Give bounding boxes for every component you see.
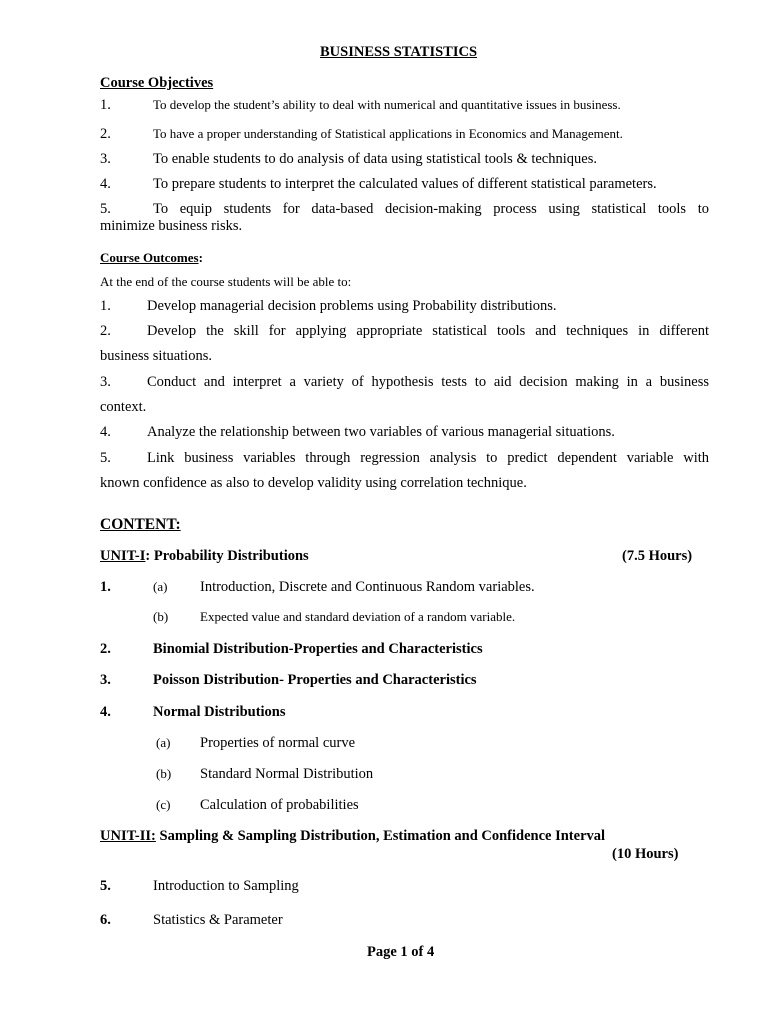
subtopic-text: Calculation of probabilities [200,797,359,813]
outcome-number: 4. [100,424,111,440]
outcome-number: 5. [100,450,111,466]
outcomes-heading [100,251,203,266]
objective-text: To have a proper understanding of Statistical applications in Economics and Management. [153,126,623,141]
outcome-number: 3. [100,374,111,390]
topic-number: 3. [100,672,111,688]
outcome-text: Develop managerial decision problems using Probability distributions. [147,298,557,314]
unit1-label: UNIT-I [100,548,146,564]
outcome-text-line1: Develop the skill for applying appropriate statistical tools and techniques in different [147,323,709,339]
objective-text: To enable students to do analysis of data using statistical tools & techniques. [153,151,597,167]
objective-number: 4. [100,176,111,192]
subtopic-mark: (b) [156,766,172,781]
objectives-heading: Course Objectives [100,75,214,91]
subtopic-mark: (b) [153,609,169,624]
outcome-number: 2. [100,323,111,339]
unit2-title: Sampling & Sampling Distribution, Estimation and Confidence Interval [155,828,606,844]
subtopic-mark: (a) [156,735,171,750]
unit2-label: UNIT-II: [100,828,156,844]
objective-text-line2: minimize business risks. [100,218,243,234]
outcome-text-line1: Conduct and interpret a variety of hypothesis tests to aid decision making in a business [147,374,709,390]
subtopic-text: Standard Normal Distribution [200,766,374,782]
objective-text-line1: To equip students for data-based decision-making process using statistical tools to [153,201,709,217]
unit2-heading [100,828,605,845]
outcome-number: 1. [100,298,111,314]
outcomes-intro: At the end of the course students will be able to: [100,274,352,289]
objective-number: 2. [100,126,111,142]
objective-number: 3. [100,151,111,167]
outcomes-heading-colon: : [198,250,203,265]
topic-text: Poisson Distribution- Properties and Characteristics [153,672,477,688]
outcome-text-line2: context. [100,399,147,415]
unit1-heading [100,548,309,565]
topic-text: Introduction to Sampling [153,878,299,894]
outcome-text-line2: known confidence as also to develop validity using correlation technique. [100,475,527,491]
topic-text: Normal Distributions [153,704,286,720]
unit1-title: : Probability Distributions [145,548,309,564]
page-number: Page 1 of 4 [367,944,435,960]
content-heading: CONTENT: [100,516,181,533]
objective-text: To prepare students to interpret the calculated values of different statistical parameters. [153,176,657,192]
topic-text: Binomial Distribution-Properties and Characteristics [153,641,483,657]
subtopic-mark: (c) [156,797,171,812]
outcome-text-line1: Link business variables through regression analysis to predict dependent variable with [147,450,709,466]
unit2-hours: (10 Hours) [612,846,679,862]
subtopic-text: Properties of normal curve [200,735,356,751]
objective-text: To develop the student’s ability to deal with numerical and quantitative issues in business. [153,97,621,112]
subtopic-mark: (a) [153,579,168,594]
topic-number: 6. [100,912,111,928]
document-title: BUSINESS STATISTICS [320,44,478,60]
subtopic-text: Introduction, Discrete and Continuous Random variables. [200,579,535,595]
objective-number: 5. [100,201,111,217]
outcome-text: Analyze the relationship between two variables of various managerial situations. [147,424,615,440]
topic-number: 4. [100,704,111,720]
objective-number: 1. [100,97,111,113]
topic-number: 1. [100,579,111,595]
topic-number: 5. [100,878,111,894]
subtopic-text: Expected value and standard deviation of a random variable. [200,609,516,624]
outcomes-heading-text: Course Outcomes [100,250,199,265]
topic-number: 2. [100,641,111,657]
unit1-hours: (7.5 Hours) [622,548,693,564]
topic-text: Statistics & Parameter [153,912,283,928]
outcome-text-line2: business situations. [100,348,212,364]
